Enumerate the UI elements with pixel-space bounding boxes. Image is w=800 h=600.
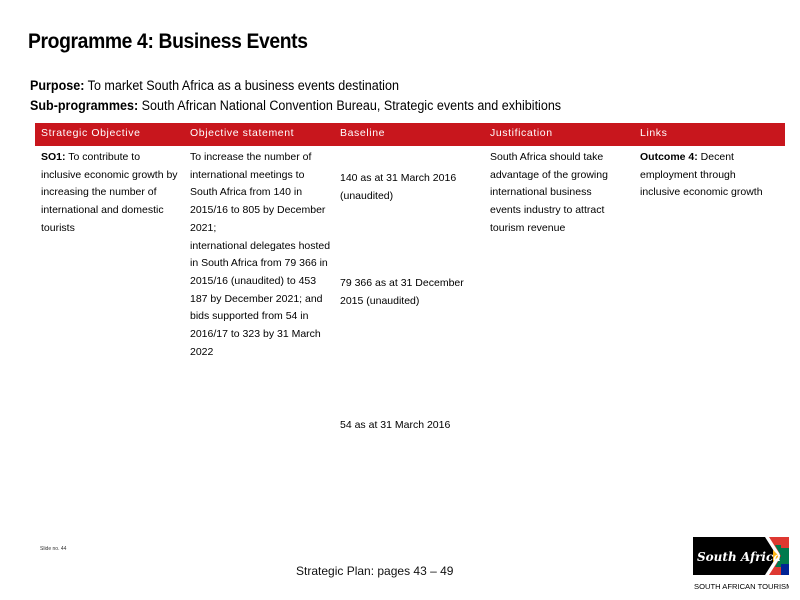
purpose-label: Purpose: bbox=[30, 78, 85, 93]
logo-caption: SOUTH AFRICAN TOURISM bbox=[694, 582, 789, 591]
brand-logo-icon bbox=[693, 537, 789, 593]
header-baseline: Baseline bbox=[340, 127, 386, 139]
cell-justification: South Africa should take advantage of the growing international business events industry to attract tourism revenue bbox=[490, 151, 608, 234]
purpose-text: To market South Africa as a business events destination bbox=[84, 78, 399, 93]
baseline-item: 54 as at 31 March 2016 bbox=[340, 419, 451, 431]
statement-intro: To increase the number of bbox=[190, 151, 312, 163]
strategic-objective-table bbox=[35, 123, 785, 431]
footer-reference: Strategic Plan: pages 43 – 49 bbox=[296, 564, 454, 578]
baseline-item: 140 as at 31 March 2016 (unaudited) bbox=[340, 172, 457, 202]
statement-item: international meetings to South Africa from 140 in 2015/16 to 805 by December 2021; bbox=[190, 168, 326, 234]
statement-item: international delegates hosted in South Africa from 79 366 in 2015/16 (unaudited) to 453 187 by December 2021; and bbox=[190, 239, 331, 305]
page-title: Programme 4: Business Events bbox=[28, 30, 308, 53]
cell-strategic-objective bbox=[41, 149, 181, 238]
subprogrammes-label: Sub-programmes: bbox=[30, 98, 139, 113]
cell-links bbox=[640, 149, 775, 202]
slide-number: Slide no. 44 bbox=[40, 546, 67, 552]
statement-item: bids supported from 54 in 2016/17 to 323 by 31 March 2022 bbox=[190, 310, 321, 358]
links-text: Decent employment through inclusive economic growth bbox=[640, 151, 763, 199]
south-african-tourism-logo bbox=[693, 537, 789, 593]
header-links: Links bbox=[640, 127, 668, 139]
objective-label: SO1: bbox=[41, 151, 66, 163]
subprogrammes-line bbox=[30, 98, 561, 113]
logo-wordmark: South Africa bbox=[697, 550, 782, 564]
header-strategic-objective: Strategic Objective bbox=[41, 127, 141, 139]
baseline-item: 79 366 as at 31 December 2015 (unaudited) bbox=[340, 277, 464, 307]
links-label: Outcome 4: bbox=[640, 151, 698, 163]
purpose-line bbox=[30, 78, 399, 93]
subprogrammes-text: South African National Convention Bureau, Strategic events and exhibitions bbox=[138, 98, 562, 113]
header-justification: Justification bbox=[490, 127, 553, 139]
table-header bbox=[35, 123, 785, 146]
header-objective-statement: Objective statement bbox=[190, 127, 295, 139]
cell-objective-statement bbox=[190, 149, 332, 361]
objective-text: To contribute to inclusive economic growth by increasing the number of international and domestic tourists bbox=[41, 151, 178, 234]
